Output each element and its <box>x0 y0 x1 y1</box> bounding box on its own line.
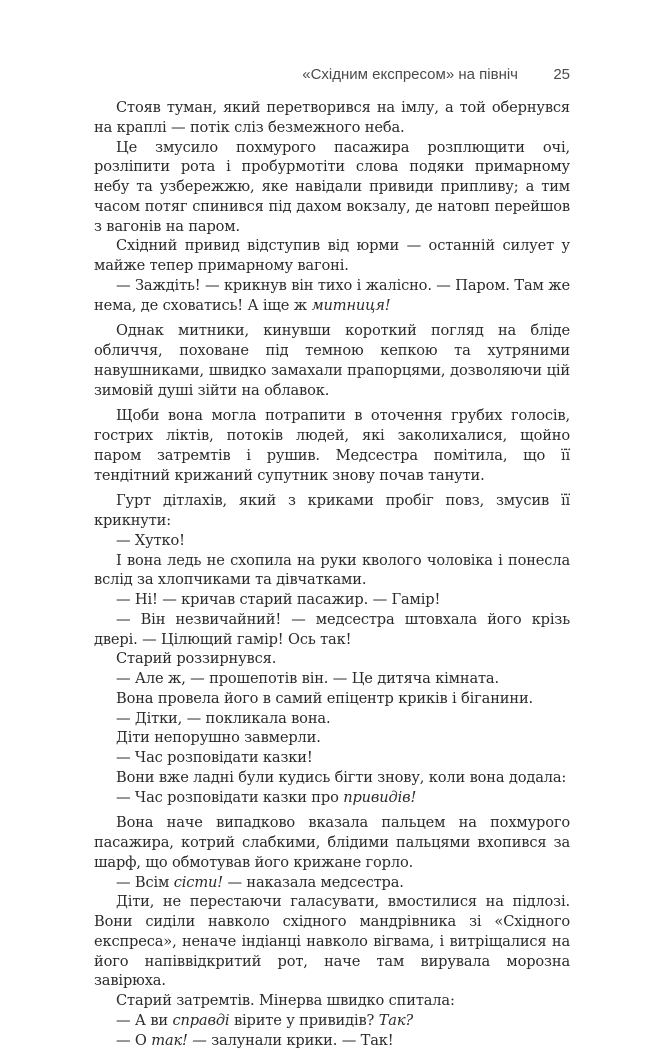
text-run: — Заждіть! — крикнув він тихо і жалісно. — Паром. Там же нема, де сховатись! А іще ж <box>94 277 570 314</box>
paragraph <box>94 1011 570 1031</box>
text-run: — Час розповідати казки про <box>116 789 343 806</box>
paragraph <box>94 728 570 748</box>
text-run: — залунали крики. — Так! <box>188 1032 394 1049</box>
paragraph <box>94 610 570 650</box>
paragraph <box>94 551 570 591</box>
text-run: Діти непорушно завмерли. <box>116 729 321 746</box>
italic-run: справді <box>172 1012 229 1029</box>
text-run: Вони вже ладні були кудись бігти знову, коли вона додала: <box>116 769 566 786</box>
paragraph <box>94 590 570 610</box>
italic-run: сісти! <box>174 874 223 891</box>
paragraph <box>94 276 570 316</box>
paragraph <box>94 768 570 788</box>
text-run: — Дітки, — покликала вона. <box>116 710 330 727</box>
paragraph <box>94 991 570 1011</box>
paragraph <box>94 138 570 237</box>
paragraph <box>94 892 570 991</box>
text-run: Вона наче випадково вказала пальцем на похмурого пасажира, котрий слабкими, блідими пальцями вхопився за шарф, що обмотував його крижане горло. <box>94 814 570 871</box>
text-run: — наказала медсестра. <box>223 874 404 891</box>
paragraph <box>94 813 570 872</box>
paragraph <box>94 873 570 893</box>
running-title: «Східним експресом» на північ <box>302 66 518 83</box>
paragraph <box>94 748 570 768</box>
paragraph <box>94 491 570 531</box>
paragraph <box>94 236 570 276</box>
text-run: — Хутко! <box>116 532 185 549</box>
text-run: — О <box>116 1032 151 1049</box>
text-run: І вона ледь не схопила на руки кволого чоловіка і понесла вслід за хлопчиками та дівчатками. <box>94 552 570 589</box>
text-run: вірите у привидів? <box>229 1012 378 1029</box>
text-run: — Час розповідати казки! <box>116 749 313 766</box>
text-run: Старий затремтів. Мінерва швидко спитала: <box>116 992 455 1009</box>
paragraph <box>94 709 570 729</box>
italic-run: митниця! <box>312 297 391 314</box>
italic-run: Так? <box>379 1012 413 1029</box>
paragraph <box>94 531 570 551</box>
text-run: Щоби вона могла потрапити в оточення грубих голосів, гострих ліктів, потоків людей, які заколихалися, щойно паром затремтів і рушив. Медсестра помітила, що її тендітний крижаний супутник знову почав танути. <box>94 407 570 483</box>
text-run: Вона провела його в самий епіцентр криків і біганини. <box>116 690 533 707</box>
text-run: Гурт дітлахів, який з криками пробіг повз, змусив її крикнути: <box>94 492 570 529</box>
text-run: Діти, не перестаючи галасувати, вмостилися на підлозі. Вони сиділи навколо східного мандрівника зі «Східного експреса», неначе індіанці навколо вігвама, і витріщалися на його напіввідкритий рот, наче там вирувала морозна завірюха. <box>94 893 570 989</box>
text-run: — Ні! — кричав старий пасажир. — Гамір! <box>116 591 440 608</box>
paragraph <box>94 406 570 485</box>
text-run: — Він незвичайний! — медсестра штовхала його крізь двері. — Цілющий гамір! Ось так! <box>94 611 570 648</box>
text-run: Східний привид відступив від юрми — останній силует у майже тепер примарному вагоні. <box>94 237 570 274</box>
text-run: — Всім <box>116 874 174 891</box>
paragraph <box>94 669 570 689</box>
text-run: Це змусило похмурого пасажира розплющити очі, розліпити рота і пробурмотіти слова подяки примарному небу та узбережжю, яке навідали привиди припливу; а тим часом потяг спинився під дахом вокзалу, де натовп перейшов з вагонів на паром. <box>94 139 570 235</box>
paragraph <box>94 689 570 709</box>
page-number: 25 <box>553 66 570 83</box>
text-run: Однак митники, кинувши короткий погляд на бліде обличчя, поховане під темною кепкою та хутряними навушниками, швидко замахали прапорцями, дозволяючи цій зимовій душі зійти на облавок. <box>94 322 570 398</box>
italic-run: привидів! <box>343 789 416 806</box>
paragraph <box>94 321 570 400</box>
paragraph <box>94 1031 570 1050</box>
text-run: — А ви <box>116 1012 172 1029</box>
paragraph <box>94 649 570 669</box>
text-run: — Але ж, — прошепотів він. — Це дитяча кімната. <box>116 670 499 687</box>
paragraph <box>94 98 570 138</box>
text-run: Старий роззирнувся. <box>116 650 276 667</box>
italic-run: так! <box>151 1032 188 1049</box>
paragraph <box>94 788 570 808</box>
body-text <box>94 98 570 1050</box>
text-run: Стояв туман, який перетворився на імлу, а той обернувся на краплі — потік сліз безмежного неба. <box>94 99 570 136</box>
